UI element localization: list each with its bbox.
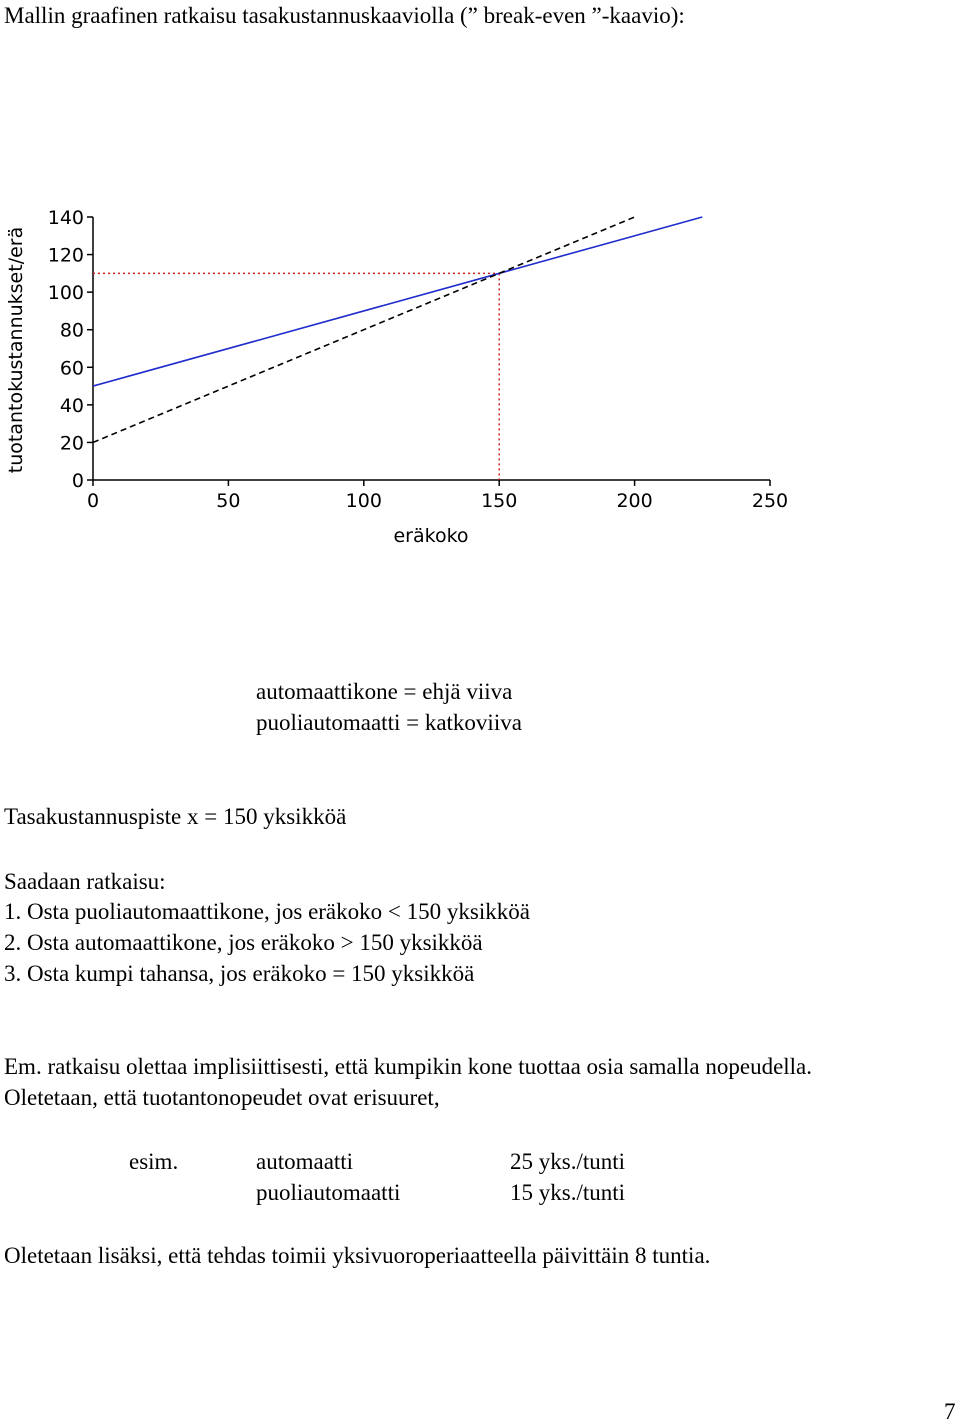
y-tick-label: 60	[59, 357, 84, 380]
breakeven-statement: Tasakustannuspiste x = 150 yksikköä	[4, 804, 347, 829]
x-tick-label: 100	[345, 490, 382, 512]
example-rate: 25 yks./tunti	[510, 1149, 626, 1174]
chart-series	[93, 217, 702, 442]
legend-solid-line: automaattikone = ehjä viiva	[256, 679, 513, 704]
page-number: 7	[944, 1399, 956, 1424]
x-axis-ticks	[87, 480, 788, 512]
x-tick-label: 50	[216, 490, 241, 512]
x-tick-label: 200	[616, 490, 653, 512]
y-tick-label: 100	[47, 282, 84, 305]
y-axis-label: tuotantokustannukset/erä	[5, 226, 27, 474]
solution-intro: Saadaan ratkaisu:	[4, 869, 166, 894]
note-line: Em. ratkaisu olettaa implisiittisesti, että kumpikin kone tuottaa osia samalla nopeudella.	[4, 1054, 813, 1079]
x-tick-label: 150	[481, 490, 518, 512]
example-machine: puoliautomaatti	[256, 1180, 401, 1205]
example-rate: 15 yks./tunti	[510, 1180, 626, 1205]
x-tick-label: 250	[751, 490, 789, 512]
y-tick-label: 120	[47, 244, 84, 267]
x-tick-label: 0	[86, 490, 100, 512]
solid-series-line	[93, 217, 702, 386]
legend-dashed-line: puoliautomaatti = katkoviiva	[256, 710, 522, 735]
example-label: esim.	[129, 1149, 179, 1174]
y-tick-label: 80	[59, 319, 84, 342]
breakeven-guides	[93, 273, 499, 480]
final-statement: Oletetaan lisäksi, että tehdas toimii yksivuoroperiaatteella päivittäin 8 tuntia.	[4, 1243, 711, 1268]
x-axis-label: eräkoko	[393, 525, 469, 547]
y-axis-ticks	[48, 207, 93, 492]
y-tick-label: 0	[71, 470, 84, 492]
page-heading: Mallin graafinen ratkaisu tasakustannuskaaviolla (” break-even ”-kaavio):	[4, 3, 685, 28]
y-tick-label: 140	[47, 207, 84, 229]
break-even-chart	[0, 200, 960, 560]
solution-item: 2. Osta automaattikone, jos eräkoko > 150 yksikköä	[4, 930, 483, 955]
solution-item: 3. Osta kumpi tahansa, jos eräkoko = 150 yksikköä	[4, 961, 475, 986]
solution-item: 1. Osta puoliautomaattikone, jos eräkoko < 150 yksikköä	[4, 899, 530, 924]
dashed-series-line	[93, 217, 635, 442]
note-line: Oletetaan, että tuotantonopeudet ovat erisuuret,	[4, 1085, 440, 1110]
y-tick-label: 20	[59, 432, 84, 455]
example-machine: automaatti	[256, 1149, 354, 1174]
y-tick-label: 40	[59, 394, 84, 417]
